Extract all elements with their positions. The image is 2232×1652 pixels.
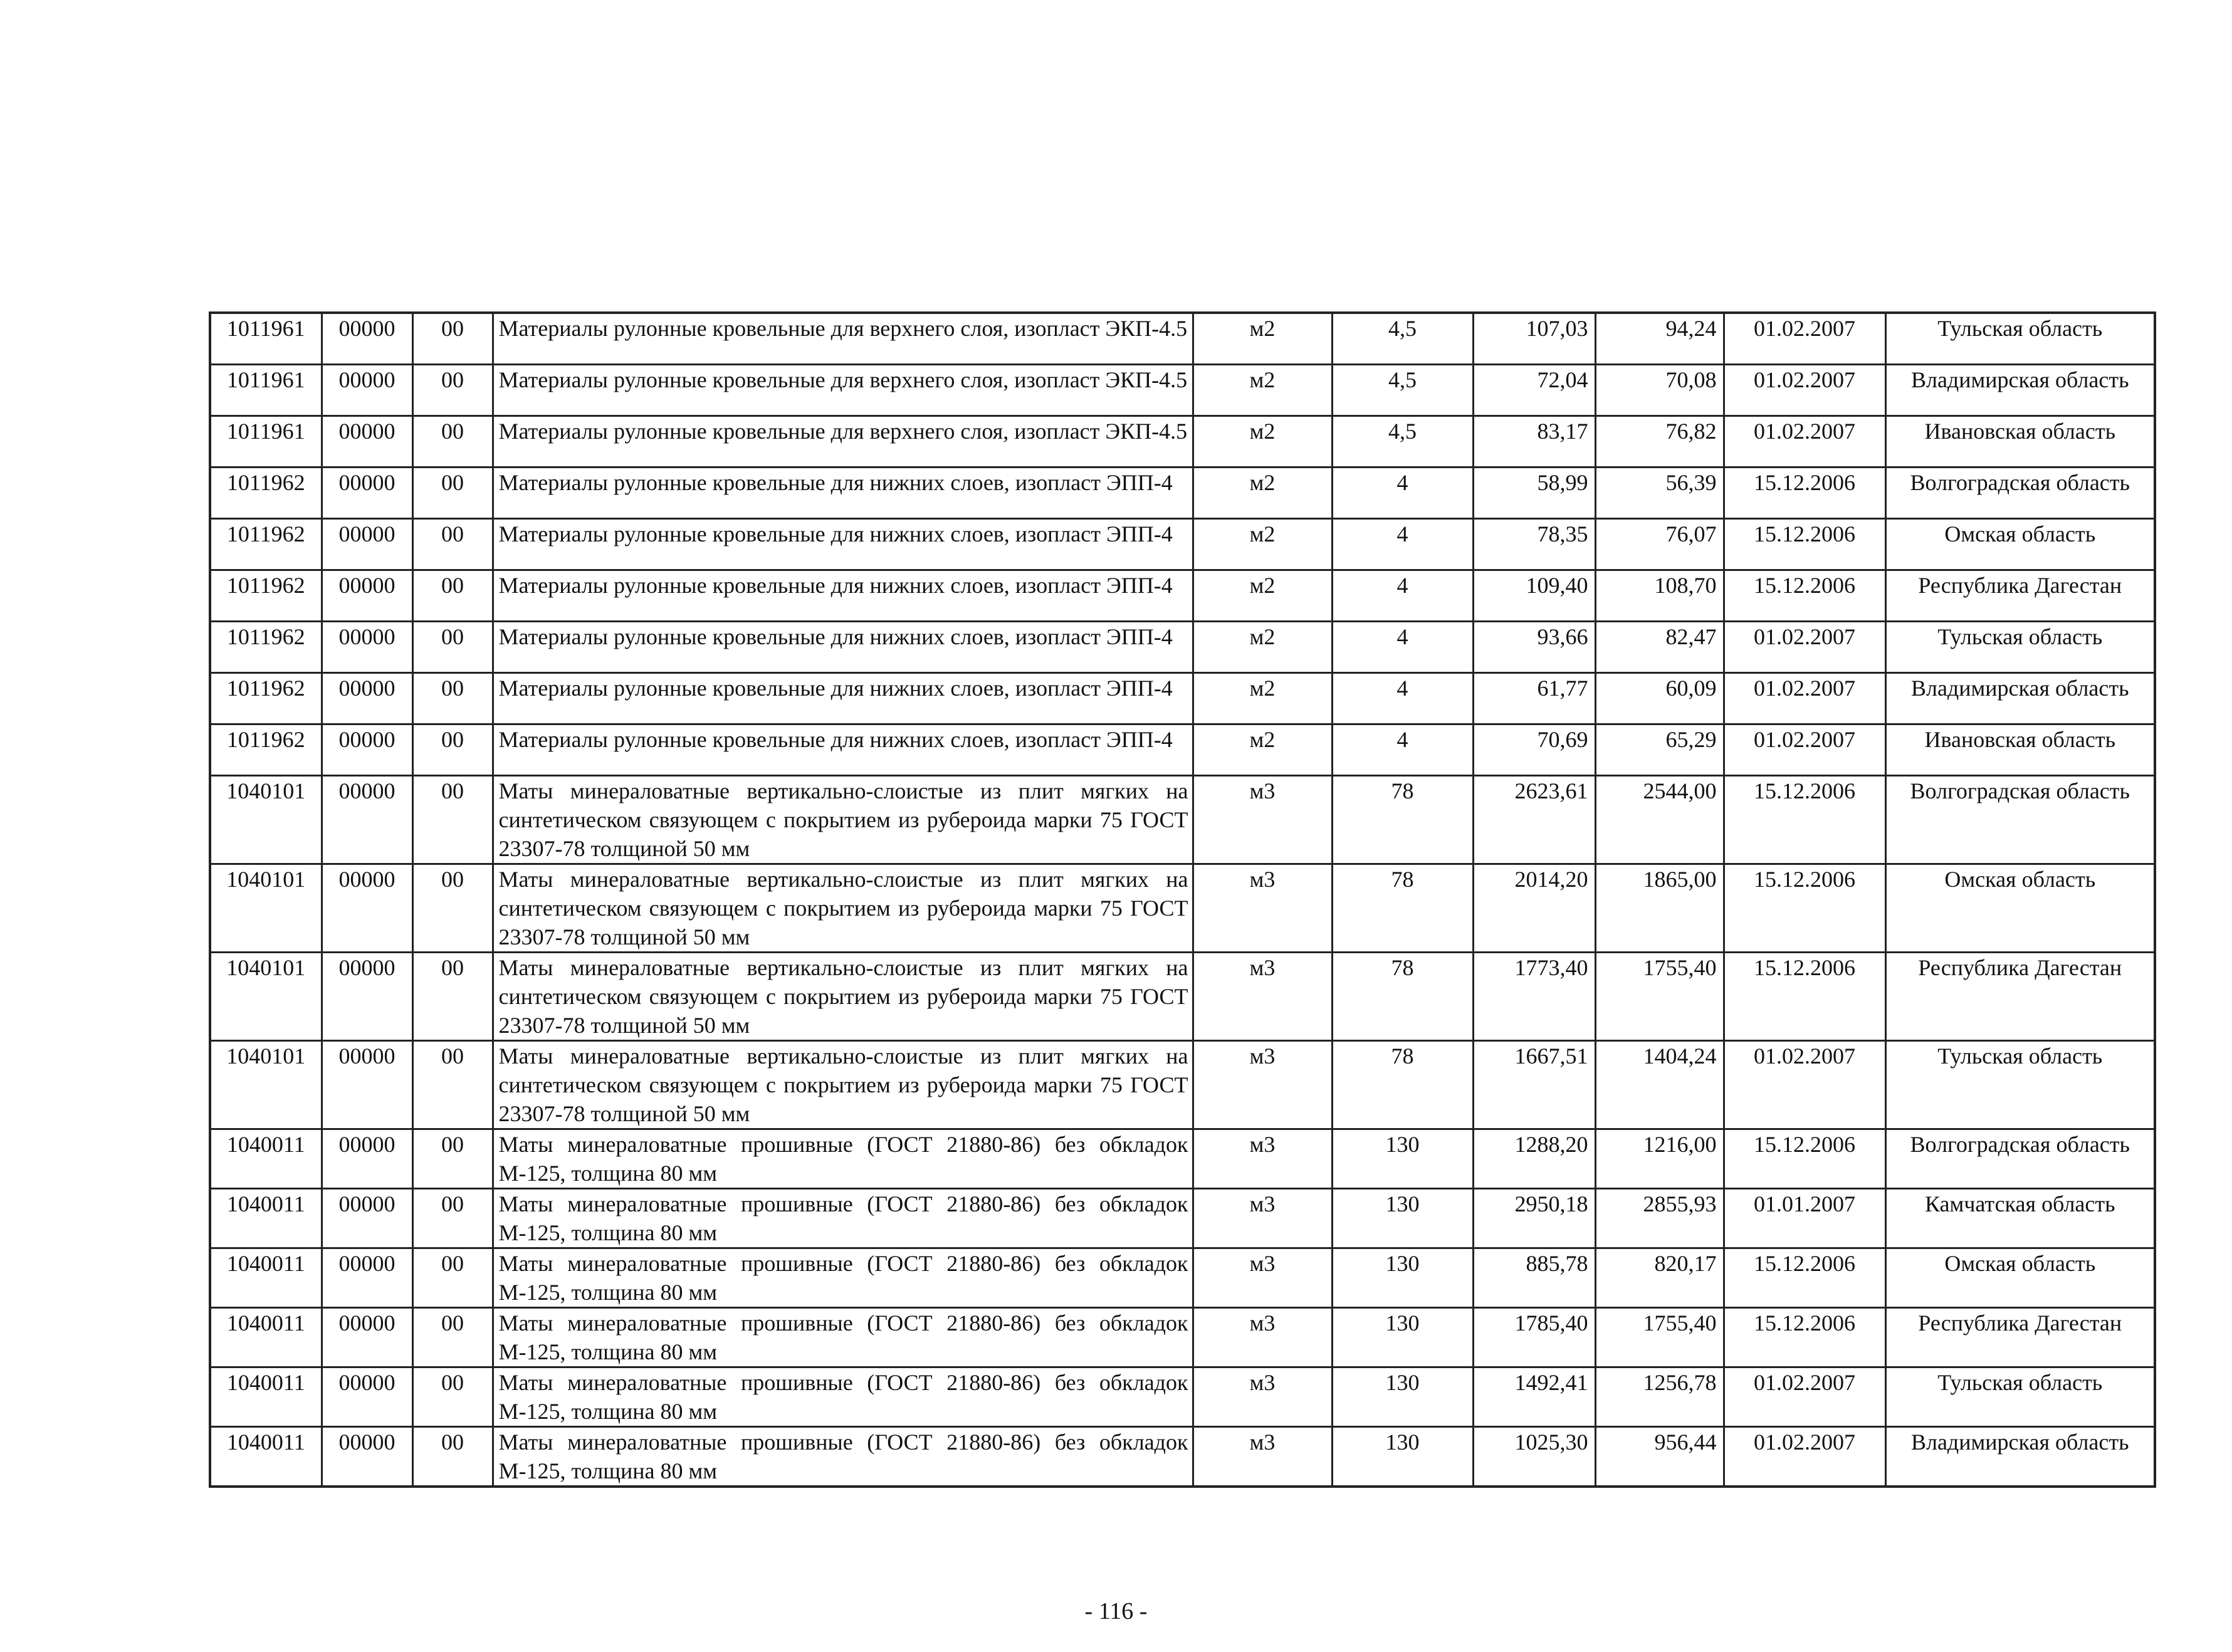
cell-price-1: 78,35 xyxy=(1473,518,1595,570)
table-row xyxy=(210,621,2155,672)
cell-code: 1040011 xyxy=(210,1426,322,1487)
cell-subcode: 00000 xyxy=(322,1426,412,1487)
cell-norm: 78 xyxy=(1332,775,1473,864)
cell-material-name: Материалы рулонные кровельные для нижних слоев, изопласт ЭПП-4 xyxy=(493,672,1193,724)
cell-material-name: Материалы рулонные кровельные для нижних слоев, изопласт ЭПП-4 xyxy=(493,467,1193,518)
cell-unit: м3 xyxy=(1193,1248,1332,1307)
cell-unit: м2 xyxy=(1193,621,1332,672)
cell-norm: 4 xyxy=(1332,672,1473,724)
cell-subcode: 00000 xyxy=(322,518,412,570)
cell-price-1: 70,69 xyxy=(1473,724,1595,775)
cell-number: 00 xyxy=(412,364,493,416)
cell-date: 15.12.2006 xyxy=(1724,775,1885,864)
table-row xyxy=(210,775,2155,864)
cell-subcode: 00000 xyxy=(322,775,412,864)
cell-subcode: 00000 xyxy=(322,1040,412,1129)
cell-material-name: Маты минераловатные прошивные (ГОСТ 21880-86) без обкладок М-125, толщина 80 мм xyxy=(493,1188,1193,1248)
cell-price-1: 61,77 xyxy=(1473,672,1595,724)
cell-price-2: 1755,40 xyxy=(1595,1307,1724,1367)
cell-code: 1040101 xyxy=(210,952,322,1040)
cell-number: 00 xyxy=(412,864,493,952)
cell-norm: 4 xyxy=(1332,724,1473,775)
cell-norm: 130 xyxy=(1332,1307,1473,1367)
cell-region: Республика Дагестан xyxy=(1885,570,2155,621)
cell-price-1: 83,17 xyxy=(1473,416,1595,467)
cell-price-1: 885,78 xyxy=(1473,1248,1595,1307)
cell-subcode: 00000 xyxy=(322,1307,412,1367)
cell-price-2: 82,47 xyxy=(1595,621,1724,672)
table-row xyxy=(210,864,2155,952)
cell-date: 01.02.2007 xyxy=(1724,621,1885,672)
table-row xyxy=(210,1426,2155,1487)
cell-norm: 78 xyxy=(1332,1040,1473,1129)
cell-price-2: 94,24 xyxy=(1595,313,1724,364)
table-row xyxy=(210,518,2155,570)
cell-date: 01.02.2007 xyxy=(1724,416,1885,467)
cell-region: Владимирская область xyxy=(1885,364,2155,416)
cell-price-2: 70,08 xyxy=(1595,364,1724,416)
cell-region: Республика Дагестан xyxy=(1885,952,2155,1040)
cell-number: 00 xyxy=(412,672,493,724)
cell-material-name: Материалы рулонные кровельные для верхнего слоя, изопласт ЭКП-4.5 xyxy=(493,313,1193,364)
cell-date: 01.02.2007 xyxy=(1724,364,1885,416)
table-row xyxy=(210,724,2155,775)
cell-region: Тульская область xyxy=(1885,1367,2155,1426)
cell-price-1: 2014,20 xyxy=(1473,864,1595,952)
cell-date: 15.12.2006 xyxy=(1724,1129,1885,1188)
table-body xyxy=(210,313,2155,1487)
cell-material-name: Маты минераловатные прошивные (ГОСТ 21880-86) без обкладок М-125, толщина 80 мм xyxy=(493,1426,1193,1487)
cell-region: Омская область xyxy=(1885,1248,2155,1307)
cell-number: 00 xyxy=(412,570,493,621)
cell-subcode: 00000 xyxy=(322,1188,412,1248)
cell-region: Камчатская область xyxy=(1885,1188,2155,1248)
table-row xyxy=(210,364,2155,416)
cell-number: 00 xyxy=(412,1248,493,1307)
cell-unit: м3 xyxy=(1193,864,1332,952)
cell-code: 1040011 xyxy=(210,1307,322,1367)
cell-unit: м2 xyxy=(1193,467,1332,518)
cell-number: 00 xyxy=(412,1129,493,1188)
cell-number: 00 xyxy=(412,1367,493,1426)
table-row xyxy=(210,467,2155,518)
cell-price-2: 65,29 xyxy=(1595,724,1724,775)
cell-code: 1040011 xyxy=(210,1248,322,1307)
cell-price-2: 76,07 xyxy=(1595,518,1724,570)
table-row xyxy=(210,952,2155,1040)
cell-unit: м2 xyxy=(1193,416,1332,467)
cell-price-2: 956,44 xyxy=(1595,1426,1724,1487)
cell-unit: м3 xyxy=(1193,952,1332,1040)
cell-code: 1040011 xyxy=(210,1188,322,1248)
cell-subcode: 00000 xyxy=(322,570,412,621)
cell-region: Владимирская область xyxy=(1885,1426,2155,1487)
cell-code: 1011962 xyxy=(210,518,322,570)
price-table xyxy=(209,311,2156,1488)
table-row xyxy=(210,1129,2155,1188)
cell-code: 1040011 xyxy=(210,1129,322,1188)
cell-region: Волгоградская область xyxy=(1885,467,2155,518)
cell-code: 1011961 xyxy=(210,416,322,467)
cell-date: 01.01.2007 xyxy=(1724,1188,1885,1248)
cell-number: 00 xyxy=(412,724,493,775)
cell-date: 15.12.2006 xyxy=(1724,864,1885,952)
cell-date: 01.02.2007 xyxy=(1724,672,1885,724)
cell-price-1: 1025,30 xyxy=(1473,1426,1595,1487)
cell-number: 00 xyxy=(412,952,493,1040)
cell-unit: м2 xyxy=(1193,672,1332,724)
cell-number: 00 xyxy=(412,313,493,364)
cell-price-1: 1667,51 xyxy=(1473,1040,1595,1129)
cell-subcode: 00000 xyxy=(322,364,412,416)
cell-date: 15.12.2006 xyxy=(1724,570,1885,621)
cell-subcode: 00000 xyxy=(322,724,412,775)
cell-norm: 78 xyxy=(1332,952,1473,1040)
cell-number: 00 xyxy=(412,467,493,518)
cell-code: 1040011 xyxy=(210,1367,322,1426)
cell-price-1: 107,03 xyxy=(1473,313,1595,364)
cell-code: 1011961 xyxy=(210,313,322,364)
cell-region: Волгоградская область xyxy=(1885,1129,2155,1188)
cell-region: Тульская область xyxy=(1885,621,2155,672)
cell-material-name: Материалы рулонные кровельные для верхнего слоя, изопласт ЭКП-4.5 xyxy=(493,416,1193,467)
cell-region: Омская область xyxy=(1885,518,2155,570)
cell-subcode: 00000 xyxy=(322,313,412,364)
cell-price-1: 1288,20 xyxy=(1473,1129,1595,1188)
cell-price-2: 1404,24 xyxy=(1595,1040,1724,1129)
cell-material-name: Маты минераловатные вертикально-слоистые из плит мягких на синтетическом связующем с покрытием из рубероида марки 75 ГОСТ 23307-78 толщиной 50 мм xyxy=(493,1040,1193,1129)
cell-price-1: 93,66 xyxy=(1473,621,1595,672)
cell-subcode: 00000 xyxy=(322,1248,412,1307)
table-row xyxy=(210,313,2155,364)
cell-price-2: 1256,78 xyxy=(1595,1367,1724,1426)
cell-date: 15.12.2006 xyxy=(1724,1307,1885,1367)
cell-material-name: Материалы рулонные кровельные для нижних слоев, изопласт ЭПП-4 xyxy=(493,518,1193,570)
table-row xyxy=(210,1040,2155,1129)
cell-material-name: Маты минераловатные вертикально-слоистые из плит мягких на синтетическом связующем с покрытием из рубероида марки 75 ГОСТ 23307-78 толщиной 50 мм xyxy=(493,864,1193,952)
cell-region: Ивановская область xyxy=(1885,724,2155,775)
cell-price-2: 1865,00 xyxy=(1595,864,1724,952)
cell-price-2: 820,17 xyxy=(1595,1248,1724,1307)
cell-code: 1040101 xyxy=(210,775,322,864)
cell-number: 00 xyxy=(412,1426,493,1487)
cell-norm: 4,5 xyxy=(1332,313,1473,364)
cell-subcode: 00000 xyxy=(322,467,412,518)
cell-region: Волгоградская область xyxy=(1885,775,2155,864)
cell-norm: 4 xyxy=(1332,518,1473,570)
cell-subcode: 00000 xyxy=(322,621,412,672)
cell-subcode: 00000 xyxy=(322,1129,412,1188)
cell-material-name: Маты минераловатные прошивные (ГОСТ 21880-86) без обкладок М-125, толщина 80 мм xyxy=(493,1367,1193,1426)
cell-unit: м3 xyxy=(1193,1367,1332,1426)
cell-material-name: Маты минераловатные прошивные (ГОСТ 21880-86) без обкладок М-125, толщина 80 мм xyxy=(493,1307,1193,1367)
cell-code: 1011962 xyxy=(210,724,322,775)
cell-region: Тульская область xyxy=(1885,313,2155,364)
cell-subcode: 00000 xyxy=(322,864,412,952)
table-row xyxy=(210,1248,2155,1307)
cell-subcode: 00000 xyxy=(322,416,412,467)
cell-region: Владимирская область xyxy=(1885,672,2155,724)
cell-number: 00 xyxy=(412,775,493,864)
cell-price-2: 2855,93 xyxy=(1595,1188,1724,1248)
cell-norm: 4 xyxy=(1332,570,1473,621)
cell-subcode: 00000 xyxy=(322,952,412,1040)
cell-price-1: 2950,18 xyxy=(1473,1188,1595,1248)
cell-norm: 130 xyxy=(1332,1367,1473,1426)
cell-material-name: Материалы рулонные кровельные для нижних слоев, изопласт ЭПП-4 xyxy=(493,724,1193,775)
cell-date: 01.02.2007 xyxy=(1724,1367,1885,1426)
cell-norm: 130 xyxy=(1332,1188,1473,1248)
cell-price-2: 1755,40 xyxy=(1595,952,1724,1040)
cell-material-name: Маты минераловатные вертикально-слоистые из плит мягких на синтетическом связующем с покрытием из рубероида марки 75 ГОСТ 23307-78 толщиной 50 мм xyxy=(493,952,1193,1040)
cell-code: 1011962 xyxy=(210,467,322,518)
cell-unit: м3 xyxy=(1193,1129,1332,1188)
cell-norm: 4 xyxy=(1332,467,1473,518)
cell-price-2: 1216,00 xyxy=(1595,1129,1724,1188)
cell-subcode: 00000 xyxy=(322,672,412,724)
cell-code: 1011962 xyxy=(210,672,322,724)
cell-price-2: 56,39 xyxy=(1595,467,1724,518)
cell-unit: м2 xyxy=(1193,364,1332,416)
cell-norm: 4,5 xyxy=(1332,364,1473,416)
cell-number: 00 xyxy=(412,1188,493,1248)
cell-material-name: Маты минераловатные прошивные (ГОСТ 21880-86) без обкладок М-125, толщина 80 мм xyxy=(493,1248,1193,1307)
cell-date: 15.12.2006 xyxy=(1724,1248,1885,1307)
table-row xyxy=(210,1307,2155,1367)
cell-norm: 130 xyxy=(1332,1248,1473,1307)
cell-price-1: 1492,41 xyxy=(1473,1367,1595,1426)
cell-date: 01.02.2007 xyxy=(1724,1040,1885,1129)
cell-number: 00 xyxy=(412,416,493,467)
cell-price-1: 1785,40 xyxy=(1473,1307,1595,1367)
cell-number: 00 xyxy=(412,1040,493,1129)
cell-material-name: Материалы рулонные кровельные для нижних слоев, изопласт ЭПП-4 xyxy=(493,570,1193,621)
table-row xyxy=(210,1188,2155,1248)
cell-price-1: 58,99 xyxy=(1473,467,1595,518)
cell-unit: м3 xyxy=(1193,775,1332,864)
cell-region: Республика Дагестан xyxy=(1885,1307,2155,1367)
cell-number: 00 xyxy=(412,1307,493,1367)
cell-material-name: Маты минераловатные вертикально-слоистые из плит мягких на синтетическом связующем с покрытием из рубероида марки 75 ГОСТ 23307-78 толщиной 50 мм xyxy=(493,775,1193,864)
cell-code: 1040101 xyxy=(210,864,322,952)
cell-date: 01.02.2007 xyxy=(1724,313,1885,364)
cell-unit: м3 xyxy=(1193,1307,1332,1367)
cell-date: 15.12.2006 xyxy=(1724,518,1885,570)
cell-norm: 4 xyxy=(1332,621,1473,672)
cell-material-name: Материалы рулонные кровельные для верхнего слоя, изопласт ЭКП-4.5 xyxy=(493,364,1193,416)
cell-norm: 4,5 xyxy=(1332,416,1473,467)
cell-norm: 130 xyxy=(1332,1129,1473,1188)
cell-code: 1011961 xyxy=(210,364,322,416)
cell-unit: м2 xyxy=(1193,570,1332,621)
cell-material-name: Маты минераловатные прошивные (ГОСТ 21880-86) без обкладок М-125, толщина 80 мм xyxy=(493,1129,1193,1188)
cell-region: Омская область xyxy=(1885,864,2155,952)
table-row xyxy=(210,672,2155,724)
cell-code: 1011962 xyxy=(210,621,322,672)
cell-price-1: 109,40 xyxy=(1473,570,1595,621)
page-number: - 116 - xyxy=(1084,1598,1148,1624)
cell-norm: 130 xyxy=(1332,1426,1473,1487)
table-row xyxy=(210,416,2155,467)
cell-date: 15.12.2006 xyxy=(1724,952,1885,1040)
cell-unit: м3 xyxy=(1193,1040,1332,1129)
cell-date: 01.02.2007 xyxy=(1724,1426,1885,1487)
cell-price-1: 72,04 xyxy=(1473,364,1595,416)
cell-number: 00 xyxy=(412,621,493,672)
cell-region: Тульская область xyxy=(1885,1040,2155,1129)
cell-unit: м2 xyxy=(1193,518,1332,570)
cell-subcode: 00000 xyxy=(322,1367,412,1426)
cell-unit: м3 xyxy=(1193,1188,1332,1248)
cell-date: 15.12.2006 xyxy=(1724,467,1885,518)
cell-material-name: Материалы рулонные кровельные для нижних слоев, изопласт ЭПП-4 xyxy=(493,621,1193,672)
cell-price-2: 108,70 xyxy=(1595,570,1724,621)
cell-unit: м2 xyxy=(1193,313,1332,364)
cell-price-1: 1773,40 xyxy=(1473,952,1595,1040)
cell-code: 1011962 xyxy=(210,570,322,621)
table-row xyxy=(210,1367,2155,1426)
table-row xyxy=(210,570,2155,621)
cell-code: 1040101 xyxy=(210,1040,322,1129)
cell-norm: 78 xyxy=(1332,864,1473,952)
cell-price-1: 2623,61 xyxy=(1473,775,1595,864)
cell-price-2: 60,09 xyxy=(1595,672,1724,724)
cell-number: 00 xyxy=(412,518,493,570)
cell-price-2: 2544,00 xyxy=(1595,775,1724,864)
cell-date: 01.02.2007 xyxy=(1724,724,1885,775)
cell-price-2: 76,82 xyxy=(1595,416,1724,467)
cell-unit: м3 xyxy=(1193,1426,1332,1487)
cell-unit: м2 xyxy=(1193,724,1332,775)
cell-region: Ивановская область xyxy=(1885,416,2155,467)
